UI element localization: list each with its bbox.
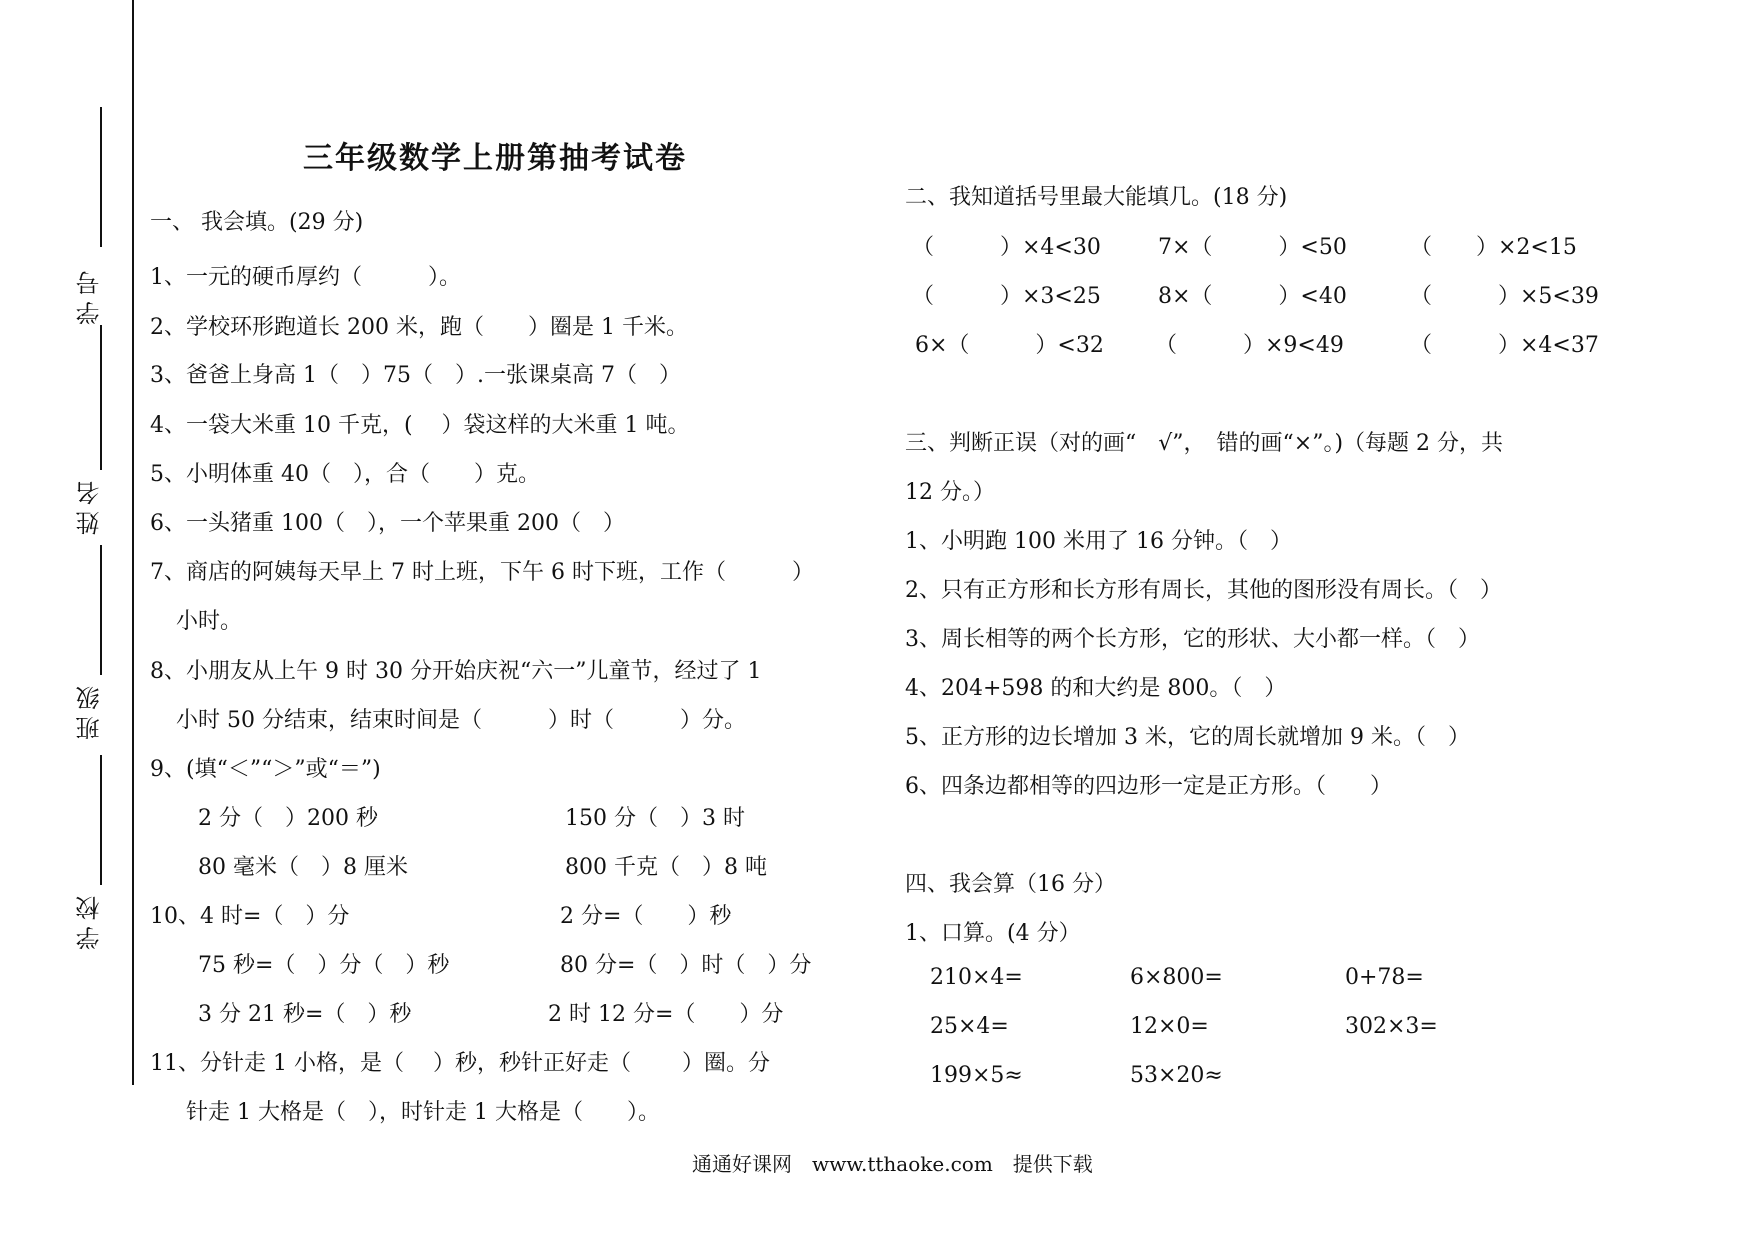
s1-q10-item: 3 分 21 秒=（ ）秒 bbox=[198, 1002, 412, 1027]
sidebar-blank-student-id bbox=[100, 107, 102, 247]
s1-question-8a: 8、小朋友从上午 9 时 30 分开始庆祝“六一”儿童节，经过了 1 bbox=[150, 659, 762, 684]
s1-question-3: 3、爸爸上身高 1（ ）75（ ）.一张课桌高 7（ ） bbox=[150, 363, 681, 388]
s3-item: 3、周长相等的两个长方形，它的形状、大小都一样。（ ） bbox=[905, 627, 1480, 652]
s2-item: （ ）×5<39 bbox=[1410, 284, 1599, 309]
s3-item: 1、小明跑 100 米用了 16 分钟。（ ） bbox=[905, 529, 1292, 554]
s1-q10-item: 75 秒=（ ）分（ ）秒 bbox=[198, 953, 450, 978]
s3-item: 4、204+598 的和大约是 800。（ ） bbox=[905, 676, 1287, 701]
sidebar-blank-name bbox=[100, 325, 102, 470]
sidebar-label-school: 学校 bbox=[76, 890, 104, 950]
s2-item: （ ）×4<37 bbox=[1410, 333, 1599, 358]
section1-heading: 一、 我会填。(29 分) bbox=[150, 210, 364, 235]
s2-item: （ ）×2<15 bbox=[1410, 235, 1577, 260]
s3-item: 6、四条边都相等的四边形一定是正方形。（ ） bbox=[905, 774, 1392, 799]
s1-q9-item: 150 分（ ）3 时 bbox=[565, 806, 745, 831]
s4-item: 210×4= bbox=[930, 965, 1023, 990]
s4-item: 25×4= bbox=[930, 1014, 1009, 1039]
s4-item: 53×20≈ bbox=[1130, 1063, 1223, 1088]
s2-item: 6×（ ）<32 bbox=[915, 333, 1104, 358]
s3-item: 5、正方形的边长增加 3 米，它的周长就增加 9 米。（ ） bbox=[905, 725, 1470, 750]
s1-question-7b: 小时。 bbox=[176, 609, 243, 634]
s2-item: （ ）×9<49 bbox=[1155, 333, 1344, 358]
s4-item: 6×800= bbox=[1130, 965, 1223, 990]
s1-question-11a: 11、分针走 1 小格，是（ ）秒，秒针正好走（ ）圈。分 bbox=[150, 1051, 770, 1076]
s1-question-6: 6、一头猪重 100（ ），一个苹果重 200（ ） bbox=[150, 511, 625, 536]
sidebar-blank-class bbox=[100, 545, 102, 675]
s1-q10-item: 2 分=（ ）秒 bbox=[560, 904, 732, 929]
page-title: 三年级数学上册第抽考试卷 bbox=[303, 141, 687, 176]
s4-item: 199×5≈ bbox=[930, 1063, 1023, 1088]
s1-q10-item: 10、4 时=（ ）分 bbox=[150, 904, 350, 929]
s1-question-2: 2、学校环形跑道长 200 米，跑（ ）圈是 1 千米。 bbox=[150, 315, 688, 340]
s2-item: 8×（ ）<40 bbox=[1158, 284, 1347, 309]
binding-margin-line bbox=[132, 0, 134, 1085]
sidebar-label-name: 姓名 bbox=[76, 475, 104, 535]
section3-heading-cont: 12 分。） bbox=[905, 480, 995, 505]
s1-q9-item: 80 毫米（ ）8 厘米 bbox=[198, 855, 408, 880]
s1-question-5: 5、小明体重 40（ ），合（ ）克。 bbox=[150, 462, 540, 487]
s2-item: （ ）×4<30 bbox=[912, 235, 1101, 260]
s4-item: 302×3= bbox=[1345, 1014, 1438, 1039]
sidebar-label-student-id: 学号 bbox=[76, 265, 104, 325]
s1-q10-item: 2 时 12 分=（ ）分 bbox=[548, 1002, 784, 1027]
sidebar-blank-school bbox=[100, 755, 102, 885]
sidebar-label-class: 班级 bbox=[76, 680, 104, 740]
s1-question-9: 9、(填“＜”“＞”或“＝”) bbox=[150, 757, 381, 782]
section2-heading: 二、我知道括号里最大能填几。(18 分) bbox=[905, 185, 1288, 210]
footer-credit: 通通好课网 www.tthaoke.com 提供下载 bbox=[692, 1152, 1093, 1176]
s1-question-11b: 针走 1 大格是（ ），时针走 1 大格是（ ）。 bbox=[186, 1100, 660, 1125]
s1-q9-item: 800 千克（ ）8 吨 bbox=[565, 855, 767, 880]
s1-question-4: 4、一袋大米重 10 千克，( ）袋这样的大米重 1 吨。 bbox=[150, 413, 690, 438]
s1-q10-item: 80 分=（ ）时（ ）分 bbox=[560, 953, 812, 978]
s4-subheading: 1、口算。(4 分） bbox=[905, 921, 1081, 946]
s1-q9-item: 2 分（ ）200 秒 bbox=[198, 806, 378, 831]
s3-item: 2、只有正方形和长方形有周长，其他的图形没有周长。（ ） bbox=[905, 578, 1502, 603]
s1-question-7a: 7、商店的阿姨每天早上 7 时上班，下午 6 时下班，工作（ ） bbox=[150, 560, 814, 585]
s4-item: 0+78= bbox=[1345, 965, 1424, 990]
section4-heading: 四、我会算（16 分） bbox=[905, 872, 1116, 897]
s1-question-1: 1、一元的硬币厚约（ ）。 bbox=[150, 265, 461, 290]
s4-item: 12×0= bbox=[1130, 1014, 1209, 1039]
section3-heading: 三、判断正误（对的画“ √”， 错的画“×”。)（每题 2 分，共 bbox=[905, 431, 1504, 456]
s1-question-8b: 小时 50 分结束，结束时间是（ ）时（ ）分。 bbox=[176, 708, 746, 733]
s2-item: 7×（ ）<50 bbox=[1158, 235, 1347, 260]
s2-item: （ ）×3<25 bbox=[912, 284, 1101, 309]
